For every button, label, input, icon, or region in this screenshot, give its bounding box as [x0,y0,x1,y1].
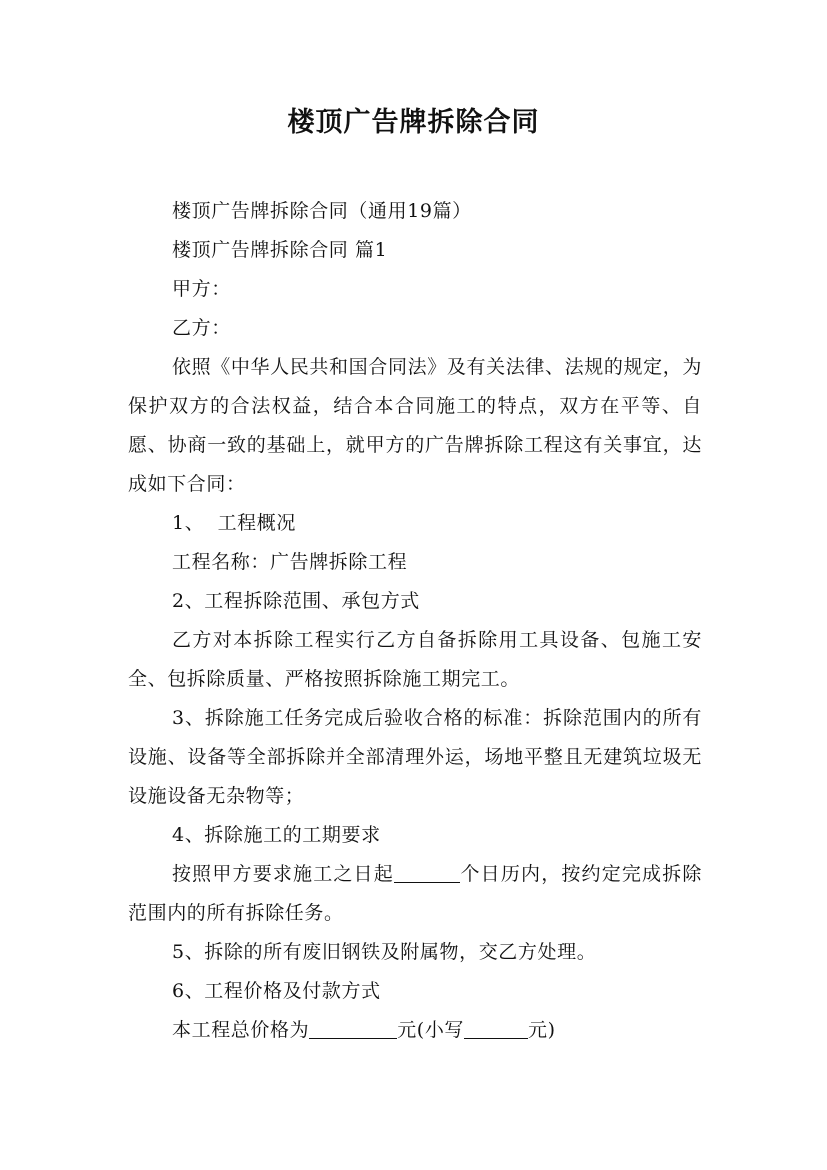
paragraph-clause-2-heading: 2、工程拆除范围、承包方式 [172,590,420,612]
paragraph-clause-3: 3、拆除施工任务完成后验收合格的标准：拆除范围内的所有设施、设备等全部拆除并全部清理外运，场地平整且无建筑垃圾无设施设备无杂物等； [128,707,702,807]
paragraph-clause-4-body [128,855,702,933]
clause-4-text-end: 个日历内，按约定完成拆除范围内的所有拆除任务。 [128,863,703,924]
price-text-middle: 元(小写 [397,1019,465,1041]
price-lowercase-blank-line [464,1019,528,1039]
document-title: 楼顶广告牌拆除合同 [287,107,540,138]
paragraph-clause-1-heading: 1、 工程概况 [172,512,296,534]
paragraph-party-a: 甲方： [172,278,231,300]
price-blank-line [309,1019,397,1039]
paragraph-section-heading: 楼顶广告牌拆除合同 篇1 [172,239,388,261]
days-blank-line [394,863,460,883]
paragraph-clause-6-heading: 6、工程价格及付款方式 [172,980,381,1002]
price-text-start: 本工程总价格为 [172,1019,310,1041]
paragraph-clause-2-body: 乙方对本拆除工程实行乙方自备拆除用工具设备、包施工安全、包拆除质量、严格按照拆除施工期完工。 [128,629,702,690]
paragraph-project-name: 工程名称：广告牌拆除工程 [172,551,408,573]
paragraph-party-b: 乙方： [172,317,231,339]
paragraph-subtitle: 楼顶广告牌拆除合同（通用19篇） [172,200,472,222]
paragraph-clause-5: 5、拆除的所有废旧钢铁及附属物，交乙方处理。 [172,941,597,963]
paragraph-clause-4-heading: 4、拆除施工的工期要求 [172,824,381,846]
price-text-end: 元) [528,1019,556,1041]
document-body [128,192,702,1050]
paragraph-clause-6-body [128,1011,702,1050]
paragraph-preamble: 依照《中华人民共和国合同法》及有关法律、法规的规定，为保护双方的合法权益，结合本合同施工的特点，双方在平等、自愿、协商一致的基础上，就甲方的广告牌拆除工程这有关事宜，达成如下合同： [128,356,702,495]
clause-4-text-start: 按照甲方要求施工之日起 [172,863,394,885]
